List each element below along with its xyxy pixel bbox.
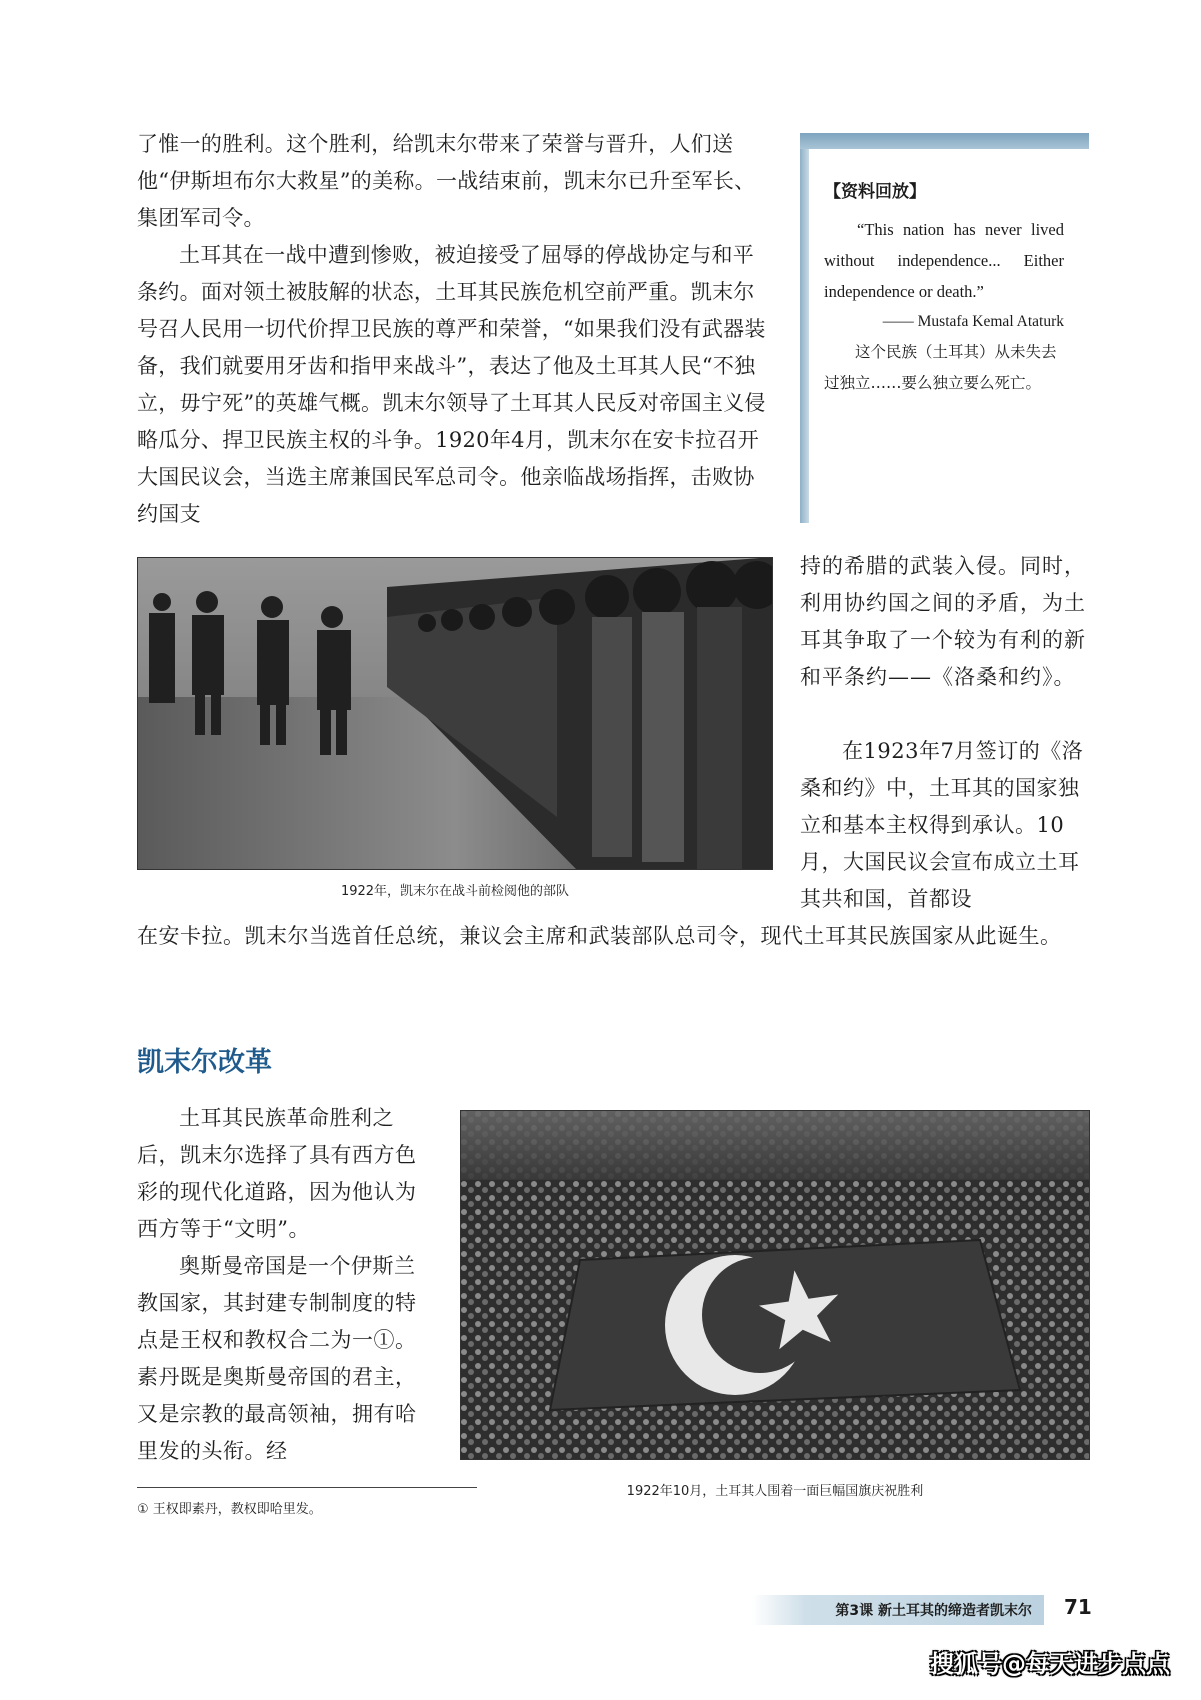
lesson-title: 第3课 新土耳其的缔造者凯末尔 — [835, 1603, 1032, 1619]
footer-band — [752, 1595, 1044, 1625]
paragraph-republic-cont: 在安卡拉。凯末尔当选首任总统，兼议会主席和武装部队总司令，现代土耳其民族国家从此诞生。 — [137, 924, 1062, 948]
paragraph-continued: 了惟一的胜利。这个胜利，给凯末尔带来了荣誉与晋升，人们送他“伊斯坦布尔大救星”的美称。一战结束前，凯末尔已升至军长、集团军司令。 — [137, 132, 756, 230]
box-heading: 【资料回放】 — [824, 182, 926, 202]
photo-flag-celebration-caption: 1922年10月，土耳其人围着一面巨幅国旗庆祝胜利 — [626, 1484, 924, 1499]
watermark: 搜狐号@每天进步点点 — [930, 1650, 1170, 1678]
paragraph-ottoman: 奥斯曼帝国是一个伊斯兰教国家，其封建专制制度的特点是王权和教权合二为一①。素丹既是奥斯曼帝国的君主，又是宗教的最高领袖，拥有哈里发的头衔。经 — [137, 1254, 417, 1463]
paragraph-lausanne: 持的希腊的武装入侵。同时，利用协约国之间的矛盾，为土耳其争取了一个较为有利的新和平条约——《洛桑和约》。 — [800, 554, 1086, 689]
english-quote: “This nation has never lived without independence... Either independence or death.” — [824, 220, 1064, 301]
photo-flag-celebration — [460, 1110, 1090, 1460]
quote-author: —— Mustafa Kemal Ataturk — [882, 313, 1064, 330]
box-top-bar — [800, 133, 1089, 149]
section-title: 凯末尔改革 — [137, 1047, 272, 1078]
photo-troop-inspection — [137, 557, 773, 870]
footnote-rule — [137, 1487, 477, 1488]
footnote: ① 王权即素丹，教权即哈里发。 — [137, 1502, 322, 1517]
paragraph-wwi-defeat: 土耳其在一战中遭到惨败，被迫接受了屈辱的停战协定与和平条约。面对领土被肢解的状态，土耳其民族危机空前严重。凯末尔号召人民用一切代价捍卫民族的尊严和荣誉，“如果我们没有武器装备，我们就要用牙齿和指甲来战斗”，表达了他及土耳其人民“不独立，毋宁死”的英雄气概。凯末尔领导了土耳其人民反对帝国主义侵略瓜分、捍卫民族主权的斗争。1920年4月，凯末尔在安卡拉召开大国民议会，当选主席兼国民军总司令。他亲临战场指挥，击败协约国支 — [137, 243, 766, 526]
chinese-translation: 这个民族（土耳其）从未失去过独立……要么独立要么死亡。 — [824, 343, 1057, 392]
box-left-bar — [800, 149, 809, 523]
flag-celebration-image — [460, 1110, 1090, 1460]
paragraph-western-path: 土耳其民族革命胜利之后，凯末尔选择了具有西方色彩的现代化道路，因为他认为西方等于“文明”。 — [137, 1106, 417, 1241]
page-number: 71 — [1064, 1595, 1092, 1619]
troop-inspection-image — [137, 557, 773, 870]
photo-troop-inspection-caption: 1922年，凯末尔在战斗前检阅他的部队 — [340, 884, 570, 899]
paragraph-republic: 在1923年7月签订的《洛桑和约》中，土耳其的国家独立和基本主权得到承认。10月，大国民议会宣布成立土耳其共和国，首都设 — [800, 739, 1084, 911]
source-material-box — [800, 133, 1089, 523]
